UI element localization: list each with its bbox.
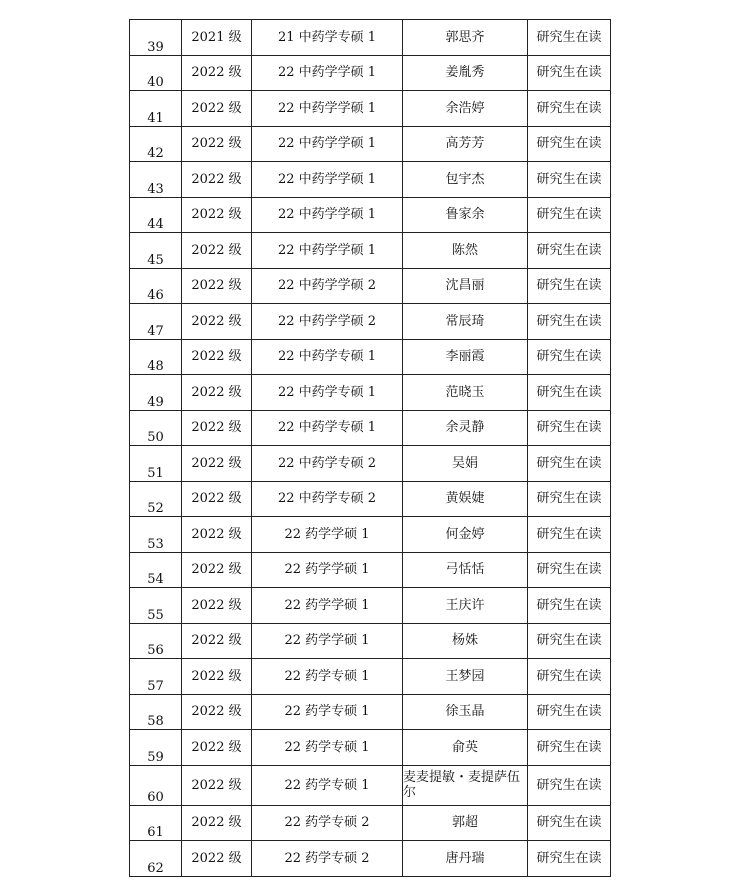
grade-cell: 2022 级 xyxy=(182,375,252,411)
student-name-cell: 吴娟 xyxy=(403,446,528,482)
class-cell: 22 中药学学硕 1 xyxy=(252,55,403,91)
student-table xyxy=(129,19,611,877)
status-cell: 研究生在读 xyxy=(528,588,611,624)
row-number-cell: 61 xyxy=(130,805,182,841)
status-cell: 研究生在读 xyxy=(528,841,611,877)
row-number-cell: 40 xyxy=(130,55,182,91)
table-row xyxy=(130,694,611,730)
table-row xyxy=(130,375,611,411)
student-name-cell: 鲁家余 xyxy=(403,197,528,233)
status-cell: 研究生在读 xyxy=(528,694,611,730)
student-name-cell: 沈昌丽 xyxy=(403,268,528,304)
status-cell: 研究生在读 xyxy=(528,765,611,805)
grade-cell: 2022 级 xyxy=(182,765,252,805)
row-number-cell: 41 xyxy=(130,91,182,127)
table-row xyxy=(130,517,611,553)
class-cell: 22 中药学学硕 1 xyxy=(252,162,403,198)
status-cell: 研究生在读 xyxy=(528,410,611,446)
status-cell: 研究生在读 xyxy=(528,659,611,695)
row-number-cell: 50 xyxy=(130,410,182,446)
table-body xyxy=(130,20,611,877)
row-number-cell: 54 xyxy=(130,552,182,588)
student-name-cell: 黄娱婕 xyxy=(403,481,528,517)
status-cell: 研究生在读 xyxy=(528,446,611,482)
status-cell: 研究生在读 xyxy=(528,20,611,56)
row-number-cell: 44 xyxy=(130,197,182,233)
table-row xyxy=(130,91,611,127)
student-name-cell: 何金婷 xyxy=(403,517,528,553)
class-cell: 22 中药学专硕 1 xyxy=(252,410,403,446)
grade-cell: 2022 级 xyxy=(182,197,252,233)
class-cell: 22 药学学硕 1 xyxy=(252,623,403,659)
status-cell: 研究生在读 xyxy=(528,517,611,553)
student-name-cell: 陈然 xyxy=(403,233,528,269)
table-row xyxy=(130,162,611,198)
class-cell: 22 中药学学硕 1 xyxy=(252,197,403,233)
grade-cell: 2022 级 xyxy=(182,233,252,269)
status-cell: 研究生在读 xyxy=(528,91,611,127)
student-name-cell: 范晓玉 xyxy=(403,375,528,411)
class-cell: 22 中药学学硕 2 xyxy=(252,304,403,340)
student-name-cell: 李丽霞 xyxy=(403,339,528,375)
grade-cell: 2022 级 xyxy=(182,304,252,340)
row-number-cell: 52 xyxy=(130,481,182,517)
table-row xyxy=(130,841,611,877)
grade-cell: 2022 级 xyxy=(182,162,252,198)
table-row xyxy=(130,446,611,482)
table-row xyxy=(130,623,611,659)
student-name-cell: 姜胤秀 xyxy=(403,55,528,91)
class-cell: 22 中药学学硕 1 xyxy=(252,91,403,127)
class-cell: 22 中药学学硕 1 xyxy=(252,126,403,162)
class-cell: 22 药学专硕 2 xyxy=(252,805,403,841)
student-name-cell: 唐丹瑞 xyxy=(403,841,528,877)
grade-cell: 2022 级 xyxy=(182,481,252,517)
row-number-cell: 53 xyxy=(130,517,182,553)
class-cell: 22 药学专硕 1 xyxy=(252,694,403,730)
grade-cell: 2022 级 xyxy=(182,91,252,127)
row-number-cell: 57 xyxy=(130,659,182,695)
row-number-cell: 59 xyxy=(130,730,182,766)
grade-cell: 2022 级 xyxy=(182,55,252,91)
class-cell: 22 药学学硕 1 xyxy=(252,588,403,624)
class-cell: 22 中药学专硕 2 xyxy=(252,481,403,517)
class-cell: 22 药学专硕 1 xyxy=(252,765,403,805)
class-cell: 22 中药学专硕 1 xyxy=(252,339,403,375)
status-cell: 研究生在读 xyxy=(528,55,611,91)
status-cell: 研究生在读 xyxy=(528,623,611,659)
table-row xyxy=(130,410,611,446)
student-name-cell: 王庆许 xyxy=(403,588,528,624)
grade-cell: 2022 级 xyxy=(182,805,252,841)
student-name-cell: 余浩婷 xyxy=(403,91,528,127)
row-number-cell: 46 xyxy=(130,268,182,304)
grade-cell: 2022 级 xyxy=(182,126,252,162)
class-cell: 22 药学专硕 1 xyxy=(252,659,403,695)
grade-cell: 2022 级 xyxy=(182,694,252,730)
status-cell: 研究生在读 xyxy=(528,552,611,588)
student-name-cell: 王梦园 xyxy=(403,659,528,695)
row-number-cell: 55 xyxy=(130,588,182,624)
row-number-cell: 47 xyxy=(130,304,182,340)
table-row xyxy=(130,805,611,841)
grade-cell: 2022 级 xyxy=(182,339,252,375)
table-row xyxy=(130,730,611,766)
table-row xyxy=(130,197,611,233)
class-cell: 22 中药学专硕 1 xyxy=(252,375,403,411)
student-name-cell: 郭思齐 xyxy=(403,20,528,56)
class-cell: 22 中药学学硕 1 xyxy=(252,233,403,269)
table-row xyxy=(130,765,611,805)
table-row xyxy=(130,304,611,340)
grade-cell: 2022 级 xyxy=(182,659,252,695)
row-number-cell: 58 xyxy=(130,694,182,730)
table-row xyxy=(130,20,611,56)
row-number-cell: 43 xyxy=(130,162,182,198)
status-cell: 研究生在读 xyxy=(528,375,611,411)
grade-cell: 2022 级 xyxy=(182,623,252,659)
grade-cell: 2022 级 xyxy=(182,410,252,446)
row-number-cell: 48 xyxy=(130,339,182,375)
class-cell: 22 中药学专硕 2 xyxy=(252,446,403,482)
row-number-cell: 56 xyxy=(130,623,182,659)
status-cell: 研究生在读 xyxy=(528,304,611,340)
table-row xyxy=(130,481,611,517)
grade-cell: 2022 级 xyxy=(182,841,252,877)
grade-cell: 2022 级 xyxy=(182,268,252,304)
grade-cell: 2022 级 xyxy=(182,730,252,766)
status-cell: 研究生在读 xyxy=(528,162,611,198)
table-row xyxy=(130,339,611,375)
grade-cell: 2022 级 xyxy=(182,446,252,482)
class-cell: 22 药学学硕 1 xyxy=(252,517,403,553)
student-name-cell: 常辰琦 xyxy=(403,304,528,340)
table-row xyxy=(130,552,611,588)
row-number-cell: 62 xyxy=(130,841,182,877)
grade-cell: 2021 级 xyxy=(182,20,252,56)
class-cell: 22 药学专硕 1 xyxy=(252,730,403,766)
table-row xyxy=(130,126,611,162)
student-name-cell: 俞英 xyxy=(403,730,528,766)
row-number-cell: 51 xyxy=(130,446,182,482)
grade-cell: 2022 级 xyxy=(182,517,252,553)
table-row xyxy=(130,55,611,91)
status-cell: 研究生在读 xyxy=(528,268,611,304)
status-cell: 研究生在读 xyxy=(528,233,611,269)
class-cell: 21 中药学专硕 1 xyxy=(252,20,403,56)
student-name-cell: 包宇杰 xyxy=(403,162,528,198)
row-number-cell: 42 xyxy=(130,126,182,162)
status-cell: 研究生在读 xyxy=(528,481,611,517)
table-row xyxy=(130,268,611,304)
grade-cell: 2022 级 xyxy=(182,588,252,624)
status-cell: 研究生在读 xyxy=(528,126,611,162)
student-name-cell: 麦麦提敏・麦提萨伍尔 xyxy=(403,765,528,805)
status-cell: 研究生在读 xyxy=(528,730,611,766)
class-cell: 22 药学学硕 1 xyxy=(252,552,403,588)
row-number-cell: 49 xyxy=(130,375,182,411)
student-name-cell: 余灵静 xyxy=(403,410,528,446)
student-name-cell: 徐玉晶 xyxy=(403,694,528,730)
student-name-cell: 弓恬恬 xyxy=(403,552,528,588)
student-name-cell: 杨姝 xyxy=(403,623,528,659)
row-number-cell: 39 xyxy=(130,20,182,56)
status-cell: 研究生在读 xyxy=(528,805,611,841)
class-cell: 22 药学专硕 2 xyxy=(252,841,403,877)
row-number-cell: 60 xyxy=(130,765,182,805)
row-number-cell: 45 xyxy=(130,233,182,269)
class-cell: 22 中药学学硕 2 xyxy=(252,268,403,304)
status-cell: 研究生在读 xyxy=(528,339,611,375)
table-row xyxy=(130,659,611,695)
table-row xyxy=(130,588,611,624)
student-name-cell: 高芳芳 xyxy=(403,126,528,162)
status-cell: 研究生在读 xyxy=(528,197,611,233)
student-name-cell: 郭超 xyxy=(403,805,528,841)
table-row xyxy=(130,233,611,269)
grade-cell: 2022 级 xyxy=(182,552,252,588)
